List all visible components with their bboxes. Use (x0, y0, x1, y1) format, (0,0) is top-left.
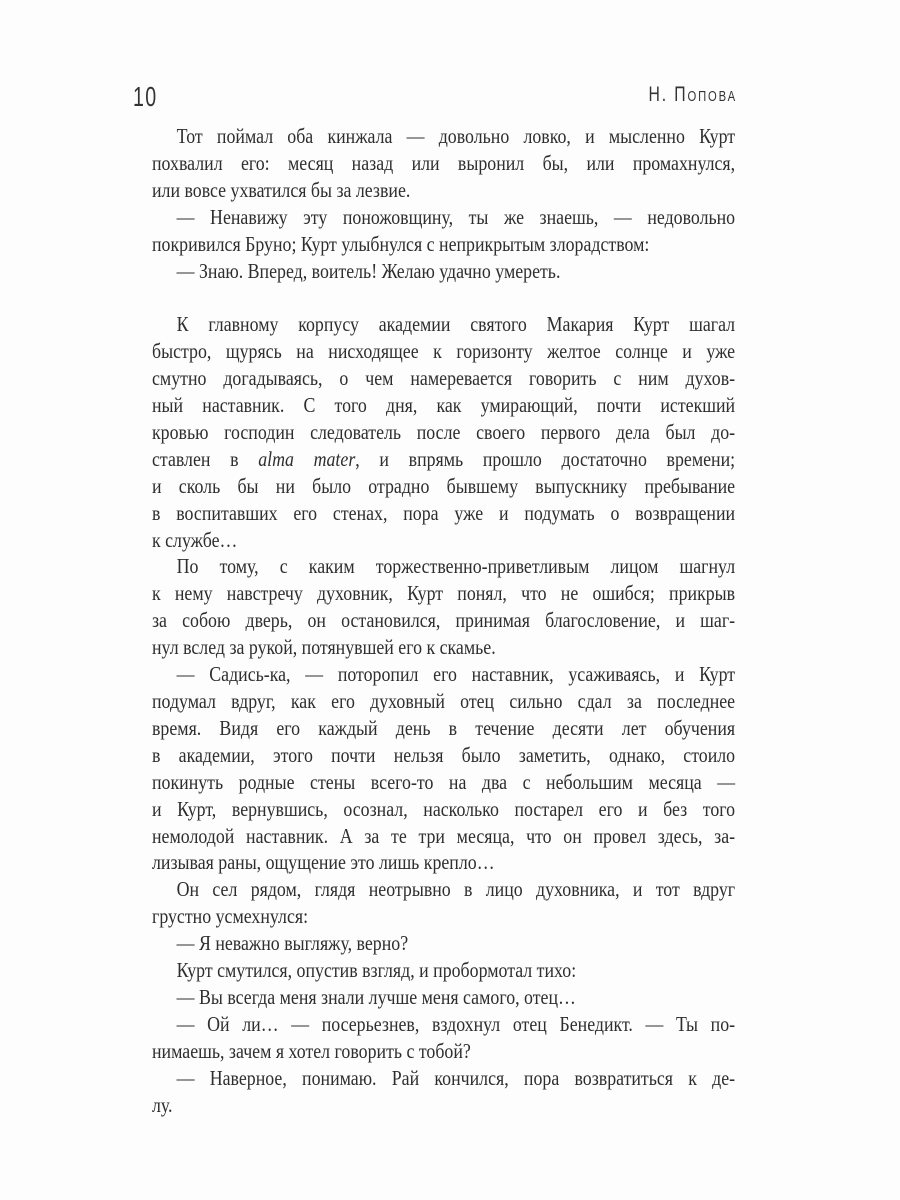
paragraph (152, 553, 735, 661)
paragraph (152, 204, 735, 258)
paragraph (152, 661, 735, 876)
text-line: нул вслед за рукой, потянувшей его к скамье. (152, 635, 496, 660)
text-line: — Садись-ка, — поторопил его наставник, усаживаясь, и Курт (176, 662, 736, 687)
text-block (152, 123, 735, 1119)
text-line: подумал вдруг, как его духовный отец сильно сдал за последнее (152, 689, 736, 714)
text-line: к нему навстречу духовник, Курт понял, что не ошибся; прикрыв (152, 581, 736, 606)
text-line: — Наверное, понимаю. Рай кончился, пора возвратиться к де- (176, 1065, 736, 1090)
text-line: смутно догадываясь, о чем намеревается говорить с ним духов- (152, 366, 736, 391)
text-line: нимаешь, зачем я хотел говорить с тобой? (152, 1038, 471, 1063)
text-line: Тот поймал оба кинжала — довольно ловко, и мысленно Курт (176, 124, 736, 148)
page-number: 10 (133, 81, 158, 112)
text-line: К главному корпусу академии святого Макария Курт шагал (176, 312, 736, 337)
text-line: покинуть родные стены всего-то на два с небольшим месяца — (152, 769, 736, 794)
text-line: немолодой наставник. А за те три месяца, что он провел здесь, за- (152, 823, 736, 848)
text-line: за собою дверь, он остановился, принимая благословение, и шаг- (152, 608, 736, 633)
text-line: быстро, щурясь на нисходящее к горизонту желтое солнце и уже (152, 339, 736, 364)
text-line: грустно усмехнулся: (152, 904, 309, 929)
paragraph (152, 876, 735, 930)
paragraph (152, 258, 735, 285)
text-line: кровью господин следователь после своего первого дела был до- (152, 419, 736, 444)
text-line: — Ой ли… — посерьезнев, вздохнул отец Бенедикт. — Ты по- (176, 1011, 736, 1036)
text-line: лу. (152, 1092, 173, 1117)
text-line: ставлен в alma mater, и впрямь прошло достаточно времени; (152, 446, 736, 471)
paragraph (152, 123, 735, 204)
text-line: Курт смутился, опустив взгляд, и пробормотал тихо: (176, 958, 577, 983)
paragraph (152, 1065, 735, 1119)
running-header (133, 83, 737, 111)
text-line: в академии, этого почти нельзя было заметить, однако, стоило (152, 742, 736, 767)
text-line: время. Видя его каждый день в течение десяти лет обучения (152, 715, 736, 740)
text-line: в воспитавших его стенах, пора уже и подумать о возвращении (152, 500, 736, 525)
scene-break (152, 284, 735, 311)
text-line: покривился Бруно; Курт улыбнулся с неприкрытым злорадством: (152, 231, 650, 256)
paragraph (152, 930, 735, 957)
text-line: похвалил его: месяц назад или выронил бы, или промахнулся, (152, 150, 736, 175)
text-line: и Курт, вернувшись, осознал, насколько постарел его и без того (152, 796, 736, 821)
text-line: — Знаю. Вперед, воитель! Желаю удачно умереть. (176, 258, 561, 283)
text-line: к службе… (152, 527, 238, 552)
paragraph (152, 957, 735, 984)
paragraph (152, 984, 735, 1011)
text-line: — Ненавижу эту поножовщину, ты же знаешь, — недовольно (176, 204, 736, 229)
author-name: Н. Попова (648, 83, 737, 106)
text-line: По тому, с каким торжественно-приветливым лицом шагнул (176, 554, 736, 579)
text-line: — Я неважно выгляжу, верно? (176, 931, 409, 956)
paragraph (152, 1011, 735, 1065)
text-line: ный наставник. С того дня, как умирающий, почти истекший (152, 393, 736, 418)
text-line: или вовсе ухватился бы за лезвие. (152, 177, 411, 202)
text-line: Он сел рядом, глядя неотрывно в лицо духовника, и тот вдруг (176, 877, 736, 902)
text-line: — Вы всегда меня знали лучше меня самого, отец… (176, 984, 576, 1009)
text-line: лизывая раны, ощущение это лишь крепло… (152, 850, 495, 875)
paragraph (152, 311, 735, 553)
text-line: и сколь бы ни было отрадно бывшему выпускнику пребывание (152, 473, 736, 498)
